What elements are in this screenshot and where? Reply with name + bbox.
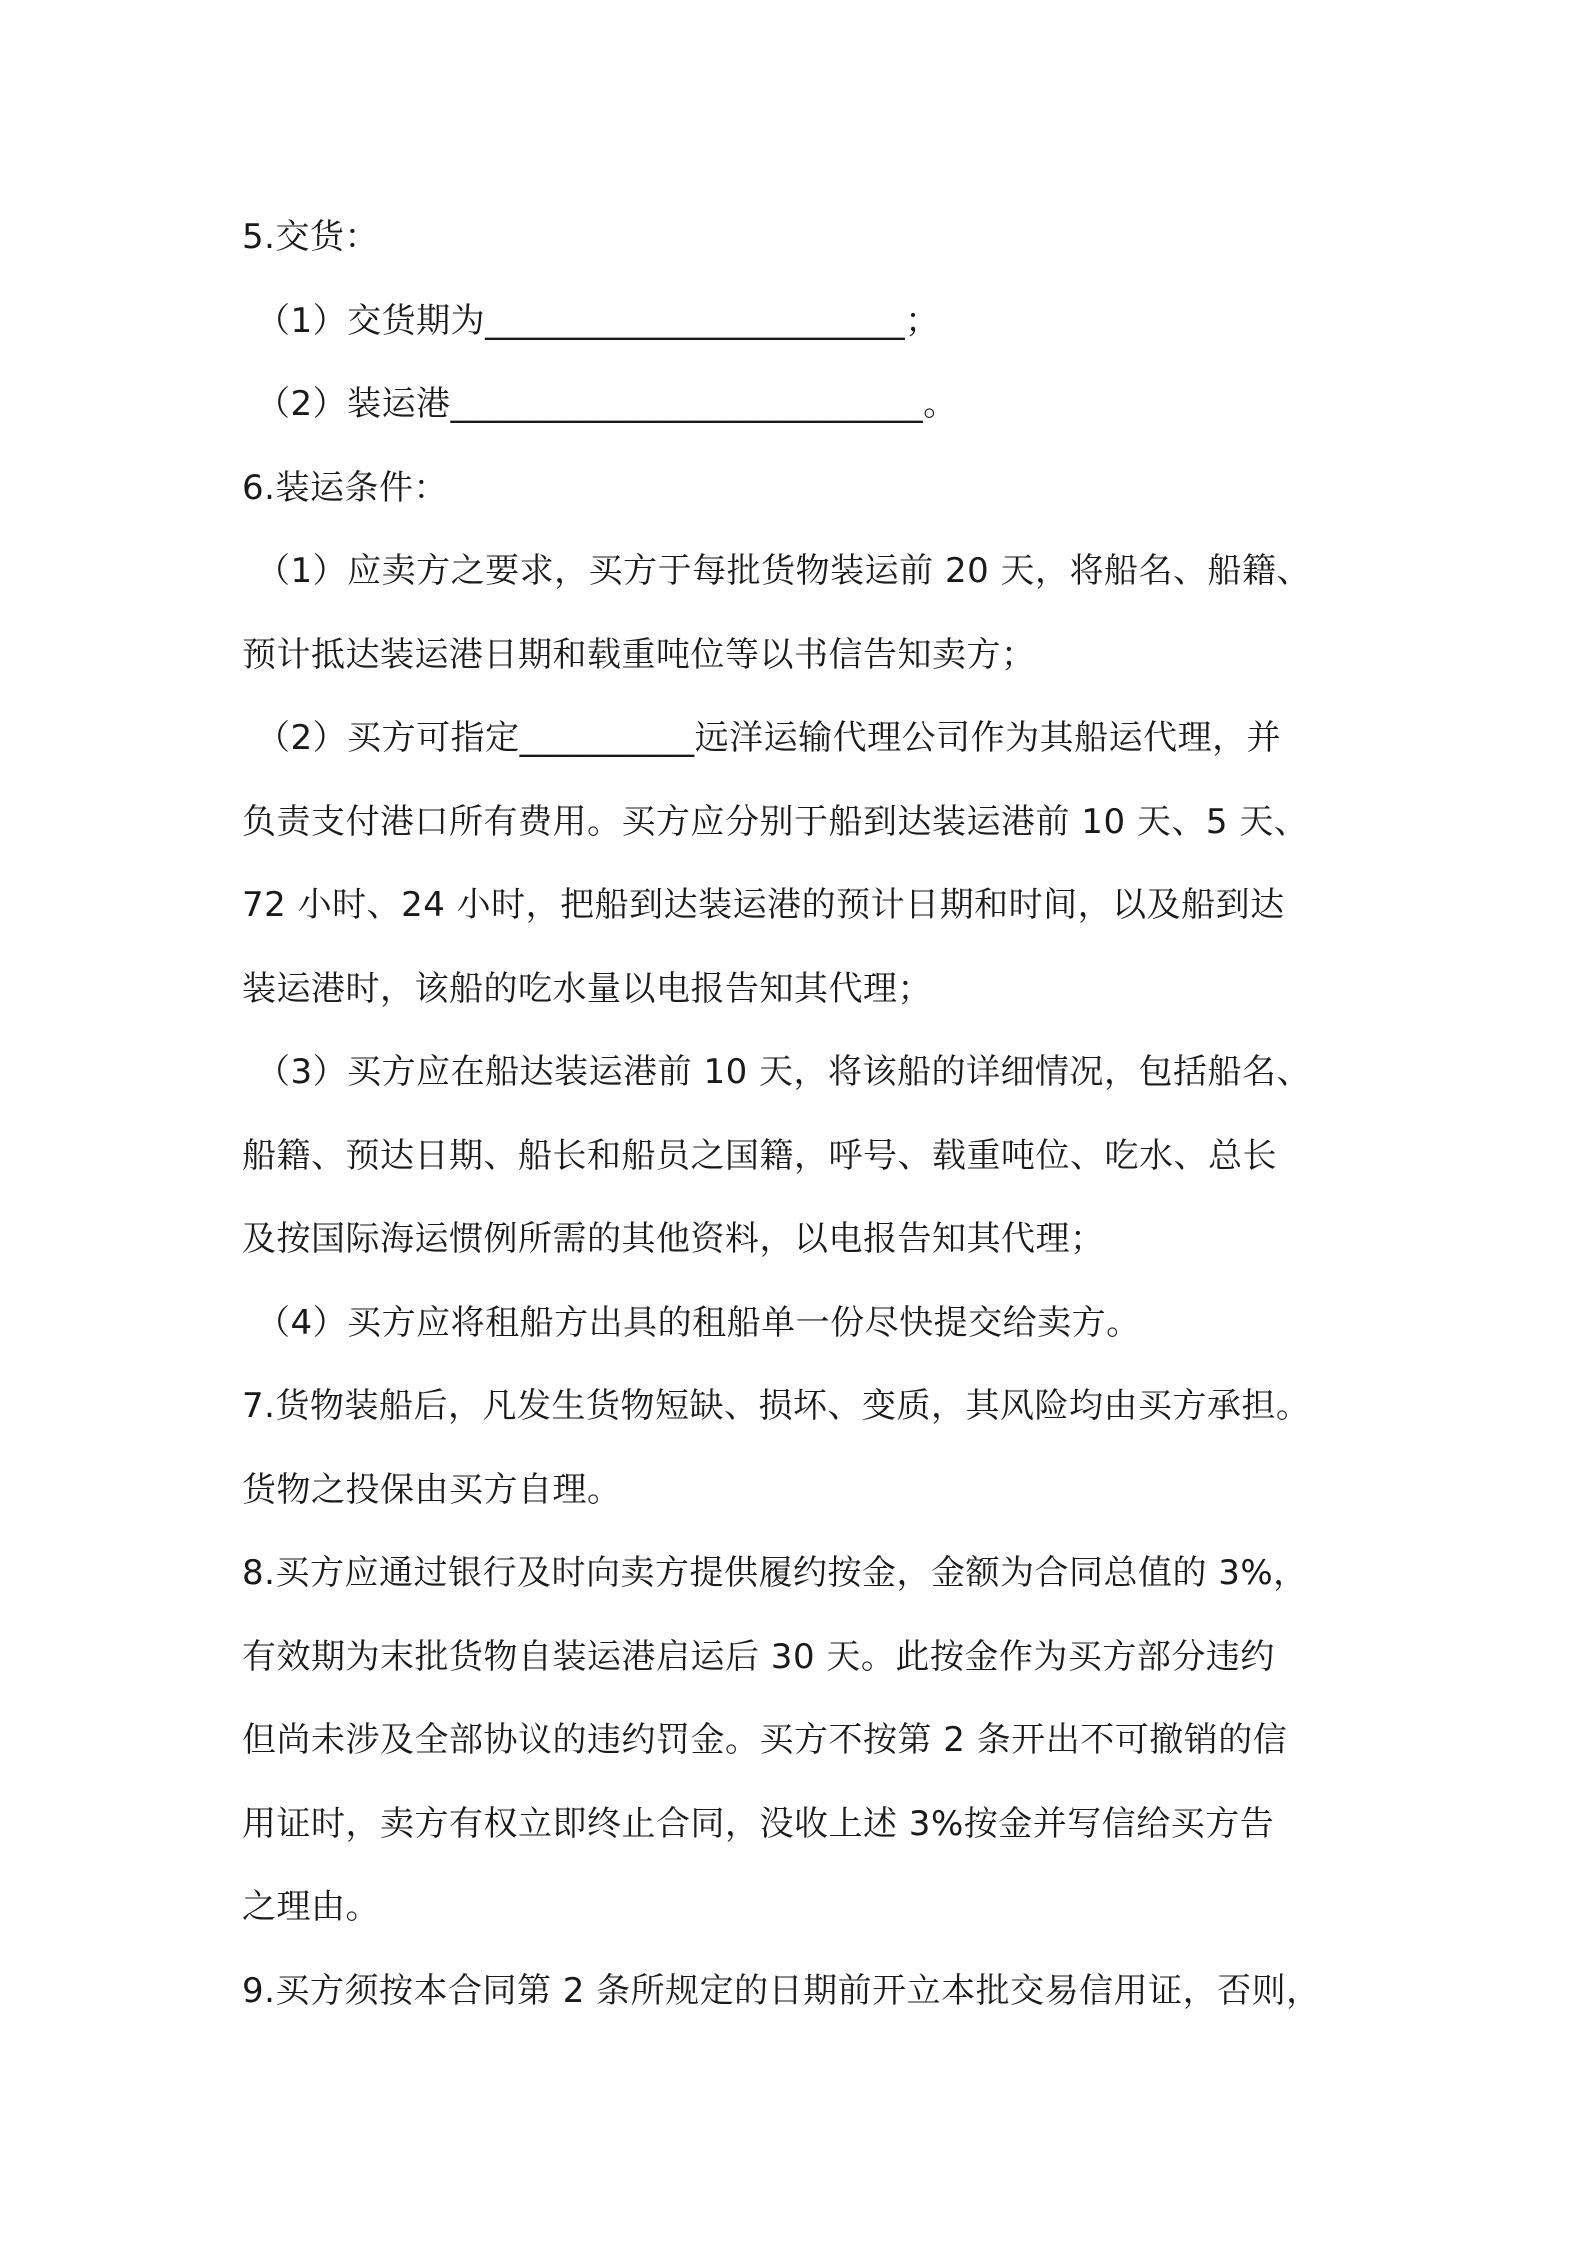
section-5-heading: 5.交货： [242, 217, 379, 257]
section-6-item-3-line-3: 及按国际海运惯例所需的其他资料，以电报告知其代理； [242, 1219, 1105, 1259]
section-6-item-3-line-2: 船籍、预达日期、船长和船员之国籍，呼号、载重吨位、吃水、总长 [242, 1135, 1277, 1176]
section-6-item-2-line-1: （2）买方可指定__________远洋运输代理公司作为其船运代理，并 [256, 718, 1282, 758]
section-7-line-2: 货物之投保由买方自理。 [242, 1469, 622, 1510]
contract-text [242, 196, 1372, 2033]
section-6-item-1-line-2: 预计抵达装运港日期和载重吨位等以书信告知卖方； [242, 634, 1036, 675]
section-6-item-2-line-3: 72 小时、24 小时，把船到达装运港的预计日期和时间，以及船到达 [242, 885, 1285, 925]
delivery-period-line: （1）交货期为________________________； [256, 300, 940, 341]
section-6-item-2-line-2: 负责支付港口所有费用。买方应分别于船到达装运港前 10 天、5 天、 [242, 801, 1309, 842]
section-7-line-1: 7.货物装船后，凡发生货物短缺、损坏、变质，其风险均由买方承担。 [242, 1386, 1311, 1426]
section-8-line-4: 用证时，卖方有权立即终止合同，没收上述 3%按金并写信给买方告 [242, 1803, 1275, 1844]
loading-port-line: （2）装运港___________________________。 [256, 384, 958, 424]
section-8-line-2: 有效期为末批货物自装运港启运后 30 天。此按金作为买方部分违约 [242, 1636, 1275, 1677]
section-6-item-3-line-1: （3）买方应在船达装运港前 10 天，将该船的详细情况，包括船名、 [256, 1052, 1312, 1092]
section-6-heading: 6.装运条件： [242, 467, 448, 508]
section-9-line-1: 9.买方须按本合同第 2 条所规定的日期前开立本批交易信用证，否则， [242, 1970, 1321, 2011]
section-6-item-2-line-4: 装运港时，该船的吃水量以电报告知其代理； [242, 968, 932, 1009]
section-6-item-1-line-1: （1）应卖方之要求，买方于每批货物装运前 20 天，将船名、船籍、 [256, 551, 1312, 591]
section-8-line-3: 但尚未涉及全部协议的违约罚金。买方不按第 2 条开出不可撤销的信 [242, 1720, 1288, 1760]
section-8-line-1: 8.买方应通过银行及时向卖方提供履约按金，金额为合同总值的 3%， [242, 1553, 1308, 1593]
section-8-line-5: 之理由。 [242, 1887, 380, 1927]
section-6-item-4: （4）买方应将租船方出具的租船单一份尽快提交给卖方。 [256, 1302, 1141, 1343]
